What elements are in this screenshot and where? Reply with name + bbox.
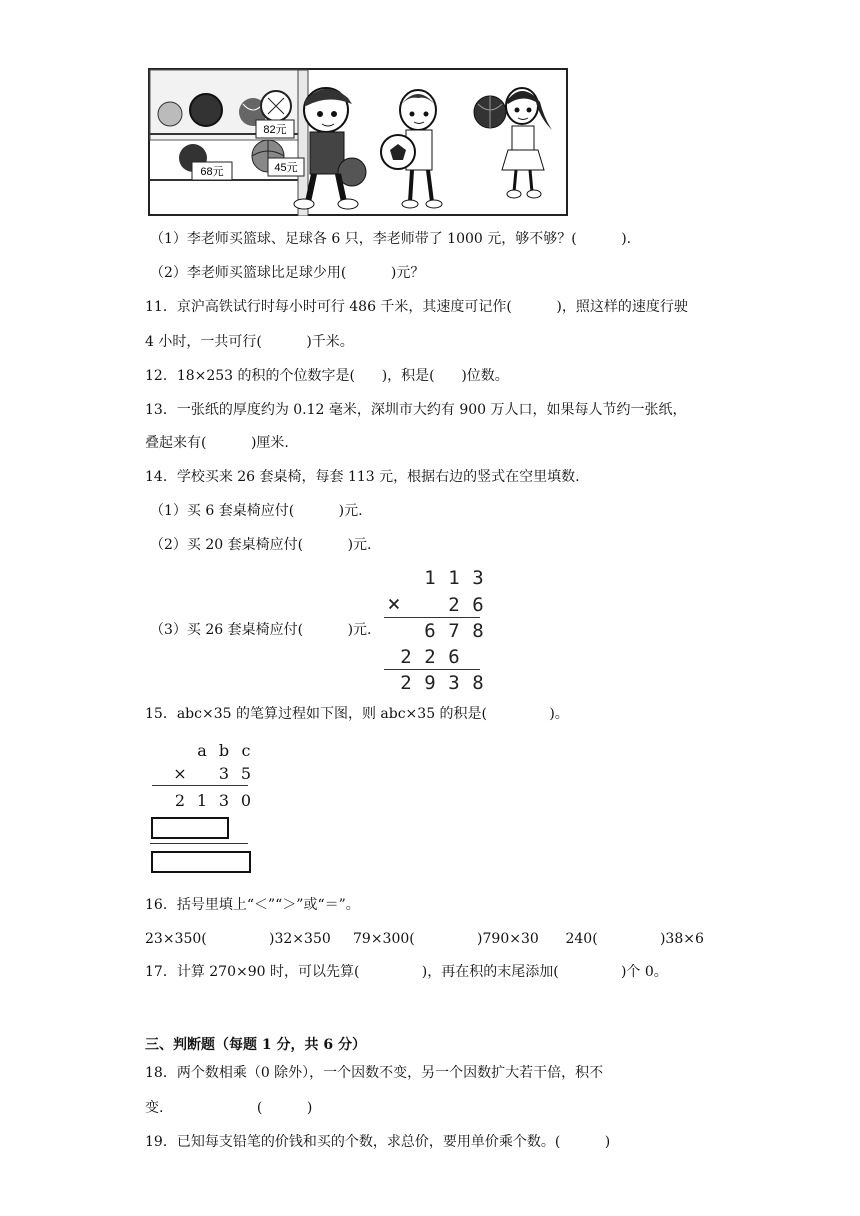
- q19-line1: 19．已知每支铅笔的价钱和买的个数，求总价，要用单价乘个数。( ): [145, 1134, 611, 1150]
- q12-line1: 12．18×253 的积的个位数字是( )，积是( )位数。: [145, 368, 509, 384]
- q14-sub3: （3）买 26 套桌椅应付( )元.: [150, 622, 372, 638]
- multiply-sign: ×: [387, 592, 401, 617]
- q14-sub1: （1）买 6 套桌椅应付( )元.: [150, 503, 363, 519]
- q13-line2: 叠起来有( )厘米.: [145, 435, 289, 451]
- q10-sub2: （2）李老师买篮球比足球少用( )元？: [150, 265, 425, 281]
- q14-line1: 14．学校买来 26 套桌椅，每套 113 元，根据右边的竖式在空里填数.: [145, 469, 580, 485]
- price-tag-45: 45元: [274, 162, 298, 174]
- calc-rule: [152, 785, 248, 786]
- calc-digit: 2: [424, 646, 436, 668]
- calc-rule: [150, 843, 248, 844]
- calc-digit: 6: [424, 620, 436, 642]
- calc-digit: b: [218, 741, 230, 760]
- q18-line2: 变. ( ): [145, 1100, 313, 1116]
- calc-digit: 6: [472, 594, 484, 616]
- price-tag-82: 82元: [263, 124, 287, 136]
- calc-digit: 9: [424, 672, 436, 694]
- q15-line1: 15．abc×35 的笔算过程如下图，则 abc×35 的积是( )。: [145, 706, 569, 722]
- calc-digit: 2: [448, 594, 460, 616]
- price-tag-68: 68元: [200, 166, 224, 178]
- q17-line1: 17．计算 270×90 时，可以先算( )，再在积的末尾添加( )个 0。: [145, 964, 668, 980]
- shop-illustration: [148, 68, 568, 216]
- calc-digit: 8: [472, 620, 484, 642]
- calc-rule: [384, 669, 480, 670]
- calc-digit: c: [241, 741, 251, 760]
- answer-box-partial: [151, 817, 229, 839]
- calc-digit: 1: [196, 791, 208, 810]
- q18-line1: 18．两个数相乘（0 除外），一个因数不变，另一个因数扩大若干倍，积不: [145, 1065, 604, 1081]
- q16-line2: 23×350( )32×350 79×300( )790×30 240( )38×6: [145, 931, 704, 947]
- multiply-sign: ×: [173, 764, 187, 783]
- q11-line1: 11．京沪高铁试行时每小时可行 486 千米，其速度可记作( )，照这样的速度行驶: [145, 299, 688, 315]
- calc-digit: 2: [400, 672, 412, 694]
- calc-digit: 1: [424, 567, 436, 589]
- q14-sub2: （2）买 20 套桌椅应付( )元.: [150, 537, 372, 553]
- calc-digit: 3: [218, 764, 230, 783]
- calc-digit: 6: [448, 646, 460, 668]
- calc-digit: 5: [240, 764, 252, 783]
- q13-line1: 13．一张纸的厚度约为 0.12 毫米，深圳市大约有 900 万人口，如果每人节约一张纸，: [145, 402, 687, 418]
- calc-rule: [384, 617, 480, 618]
- calc-digit: 1: [448, 567, 460, 589]
- calc-digit: a: [197, 741, 207, 760]
- answer-box-product: [151, 851, 251, 873]
- calc-digit: 8: [472, 672, 484, 694]
- calc-digit: 2: [174, 791, 186, 810]
- calc-digit: 3: [472, 567, 484, 589]
- q16-line1: 16．括号里填上“＜”“＞”或“＝”。: [145, 897, 360, 913]
- q11-line2: 4 小时，一共可行( )千米。: [145, 334, 354, 350]
- calc-digit: 2: [400, 646, 412, 668]
- calc-digit: 3: [448, 672, 460, 694]
- section-heading: 三、判断题（每题 1 分，共 6 分）: [145, 1037, 366, 1053]
- calc-digit: 3: [218, 791, 230, 810]
- q10-sub1: （1）李老师买篮球、足球各 6 只，李老师带了 1000 元，够不够？( ).: [150, 231, 632, 247]
- calc-digit: 7: [448, 620, 460, 642]
- calc-digit: 0: [240, 791, 252, 810]
